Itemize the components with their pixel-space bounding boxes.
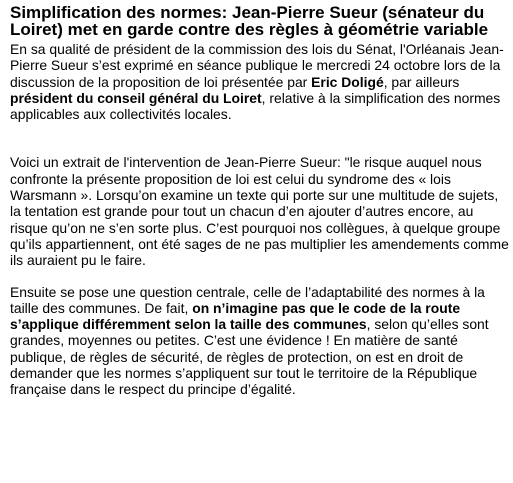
intro-text-1: En sa qualité de président de la commission des lois du Sénat, l'Orléanais Jean-Pierre Sueur s’est exprimé en séance publique le mercredi 24 octobre lors de la discussion de la proposition de loi présentée par <box>10 41 504 90</box>
article <box>10 4 510 398</box>
adaptability-paragraph <box>10 284 510 398</box>
code-de-la-route-emphasis: on n’imagine pas que le code de la route s’applique différemment selon la taille des communes <box>10 299 461 333</box>
quote-paragraph: Voici un extrait de l'intervention de Jean-Pierre Sueur: "le risque auquel nous confronte la présente proposition de loi est celui du syndrome des « lois Warsmann ». Lorsqu’on examine un texte qui porte sur une multitude de sujets, la tentation est grande pour tout un chacun d’en ajouter d’autres encore, au risque qu’on ne s’en sorte plus. C’est pourquoi nos collègues, à quelque groupe qu’ils appartiennent, ont été sages de ne pas multiplier les amendements comme ils auraient pu le faire. <box>10 154 509 269</box>
intro-text-3: , relative à la simplification des normes applicables aux collectivités locales. <box>10 89 501 123</box>
eric-doligé-name: Eric Doligé <box>311 73 384 90</box>
intro-text-2: , par ailleurs <box>383 73 460 90</box>
intro-paragraph <box>10 41 510 122</box>
article-headline: Simplification des normes: Jean-Pierre Sueur (sénateur du Loiret) met en garde contre des règles à géométrie variable <box>10 3 489 39</box>
adaptability-text-2: , selon qu’elles sont grandes, moyennes ou petites. C’est une évidence ! En matière de santé publique, de règles de sécurité, de règles de protection, on est en droit de demander que les normes s’appliquent sur tout le territoire de la République française dans le respect du principe d’égalité. <box>10 316 489 398</box>
conseil-general-title: président du conseil général du Loiret <box>10 89 262 106</box>
adaptability-text-1: Ensuite se pose une question centrale, celle de l’adaptabilité des normes à la taille des communes. De fait, <box>10 283 485 316</box>
